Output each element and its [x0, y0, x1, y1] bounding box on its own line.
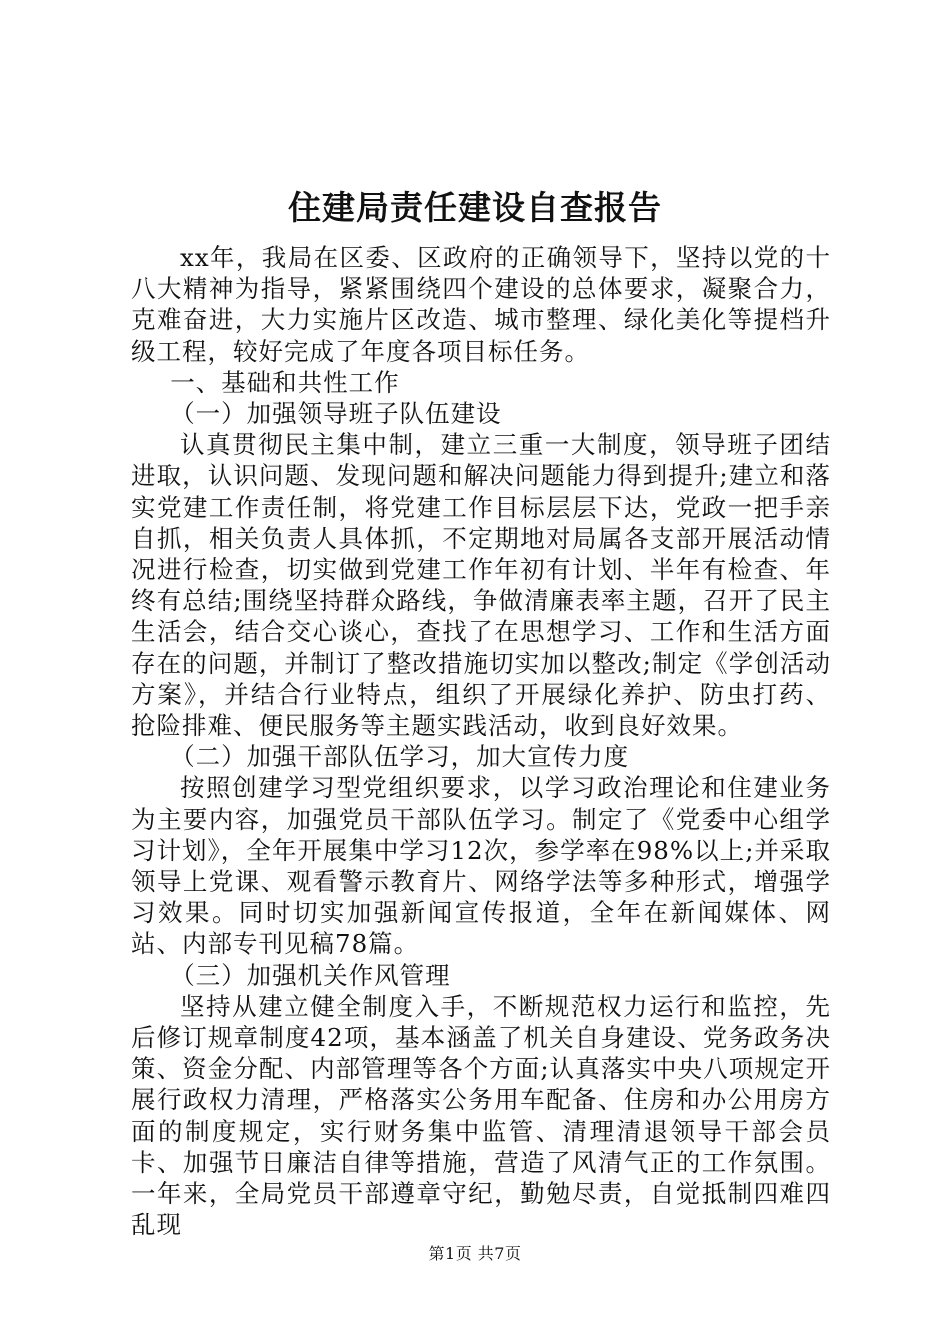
- document-title: 住建局责任建设自查报告: [288, 188, 662, 227]
- page-number-footer: 第1页 共7页: [428, 1244, 522, 1263]
- paragraph-style: 坚持从建立健全制度入手，不断规范权力运行和监控，先后修订规章制度42项，基本涵盖了机关自身建设、党务政务决策、资金分配、内部管理等各个方面;认真落实中央八项规定开展行政权力清理，严格落实公务用车配备、住房和办公用房方面的制度规定，实行财务集中监管、清理清退领导干部会员卡、加强节日廉洁自律等措施，营造了风清气正的工作氛围。一年来，全局党员干部遵章守纪，勤勉尽责，自觉抵制四难四乱现: [131, 991, 831, 1240]
- subsection-heading-style: （三）加强机关作风管理: [170, 960, 451, 990]
- document-body: [131, 242, 831, 1241]
- paragraph-leadership: 认真贯彻民主集中制，建立三重一大制度，领导班子团结进取，认识问题、发现问题和解决问题能力得到提升;建立和落实党建工作责任制，将党建工作目标层层下达，党政一把手亲自抓，相关负责人具体抓，不定期地对局属各支部开展活动情况进行检查，切实做到党建工作年初有计划、半年有检查、年终有总结;围绕坚持群众路线，争做清廉表率主题，召开了民主生活会，结合交心谈心，查找了在思想学习、工作和生活方面存在的问题，并制订了整改措施切实加以整改;制定《学创活动方案》，并结合行业特点，组织了开展绿化养护、防虫打药、抢险排难、便民服务等主题实践活动，收到良好效果。: [131, 430, 831, 741]
- subsection-heading-study: （二）加强干部队伍学习，加大宣传力度: [170, 742, 630, 772]
- paragraph-intro: xx年，我局在区委、区政府的正确领导下，坚持以党的十八大精神为指导，紧紧围绕四个建设的总体要求，凝聚合力，克难奋进，大力实施片区改造、城市整理、绿化美化等提档升级工程，较好完成了年度各项目标任务。: [131, 243, 831, 366]
- subsection-heading-leadership: （一）加强领导班子队伍建设: [170, 399, 502, 429]
- section-heading-basic-work: 一、基础和共性工作: [170, 367, 400, 397]
- paragraph-study: 按照创建学习型党组织要求，以学习政治理论和住建业务为主要内容，加强党员干部队伍学习。制定了《党委中心组学习计划》，全年开展集中学习12次，参学率在98%以上;并采取领导上党课、观看警示教育片、网络学法等多种形式，增强学习效果。同时切实加强新闻宣传报道，全年在新闻媒体、网站、内部专刊见稿78篇。: [131, 773, 831, 959]
